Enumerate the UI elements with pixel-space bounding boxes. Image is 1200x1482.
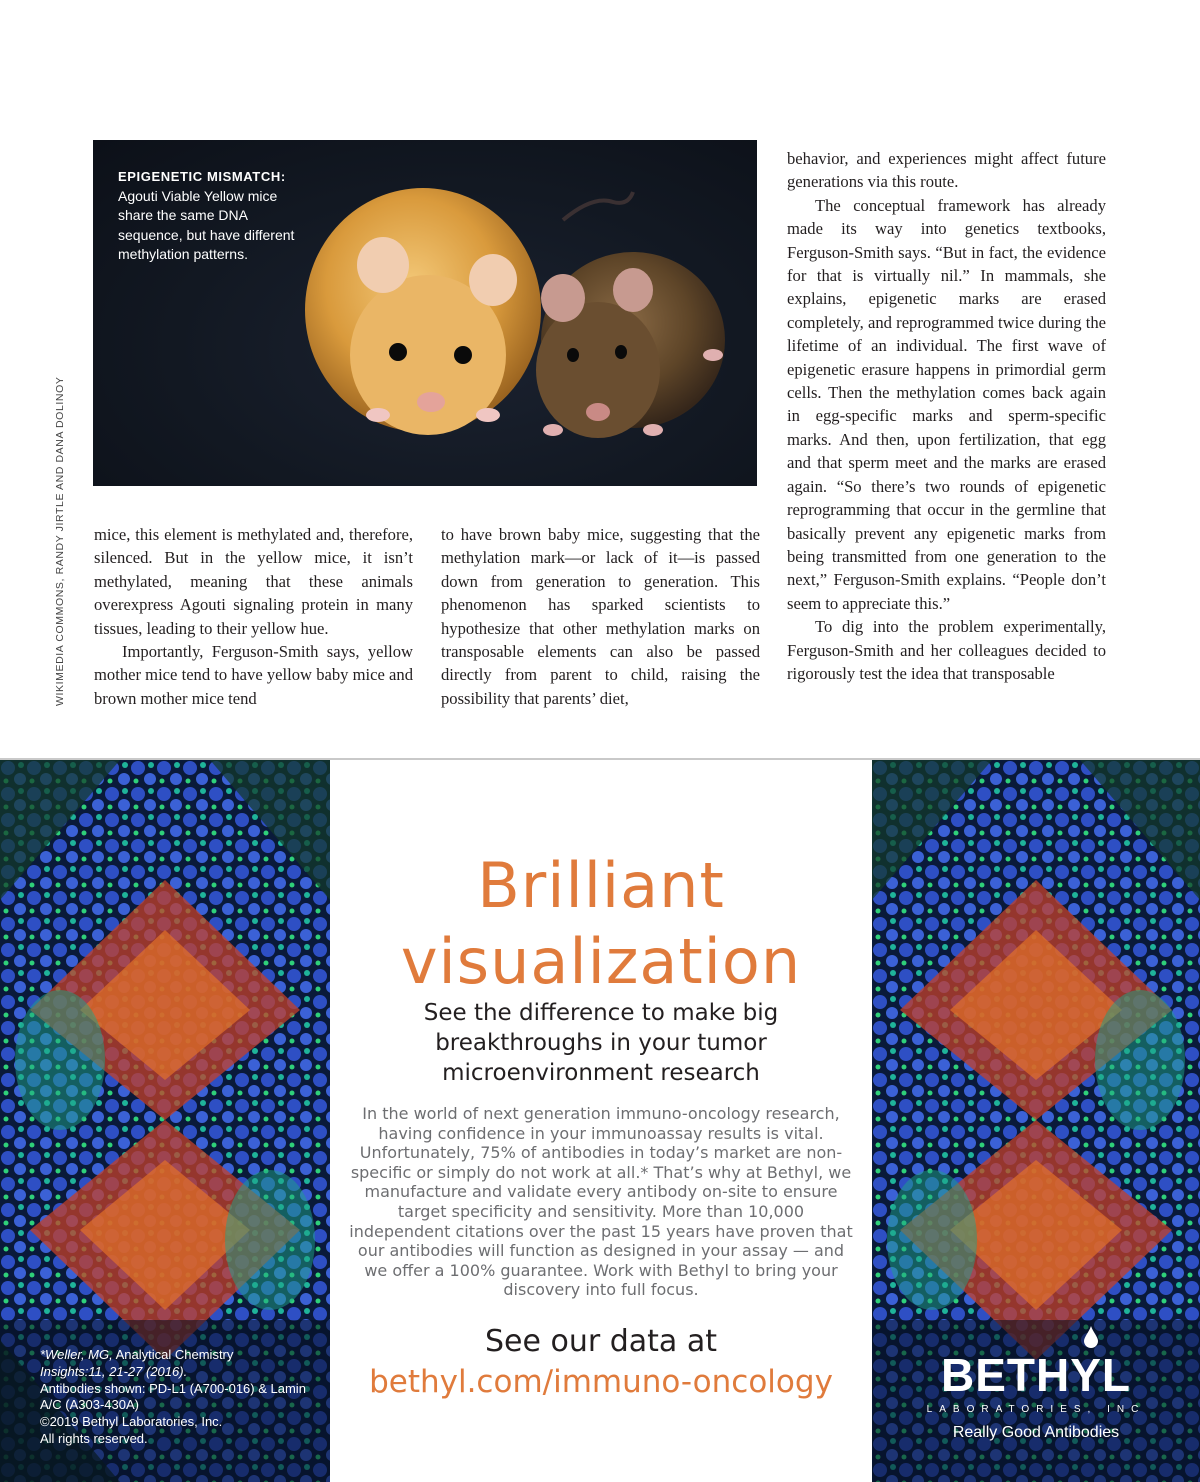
brand-tagline: Really Good Antibodies (952, 1424, 1120, 1441)
figure-caption (118, 167, 308, 265)
ad-cta: See our data at (485, 1324, 717, 1359)
ad-body-copy: In the world of next generation immuno-oncology research, having confidence in your immunoassay results is vital. Unfortunately, 75% of antibodies in today’s market are non-specific or simply do not work at all.* That’s why at Bethyl, we manufacture and validate every antibody on-site to ensure target specificity and sensitivity. More than 10,000 independent citations over the past 15 years have proven that our antibodies will function as designed in your assay — and we offer a 100% guarantee. Work with Bethyl to bring your discovery into full focus. (349, 1104, 853, 1300)
headline-line-1: Brilliant (477, 849, 725, 922)
paragraph: The conceptual framework has already made its way into genetics textbooks, Ferguson-Smith says. “But in fact, the evidence for that is virtually nil.” In mammals, she explains, epigenetic marks are erased completely, and reprogrammed twice during the lifetime of an individual. The first wave of epigenetic erasure happens in primordial germ cells. Then the methylation comes back again in egg-specific marks and sperm-specific marks. And then, upon fertilization, that egg and that sperm meet and the marks are erased again. “So there’s two rounds of epigenetic reprogramming that occur in the germline that basically prevent any epigenetic marks from being transmitted from one generation to the next,” Ferguson-Smith explains. “People don’t seem to appreciate this.” (787, 195, 1106, 613)
antibodies-shown: Antibodies shown: PD-L1 (A700-016) & Lamin A/C (A303-430A) (40, 1380, 306, 1413)
photo-credit: WIKIMEDIA COMMONS, RANDY JIRTLE AND DANA DOLINOY (54, 376, 66, 706)
ad-subhead: See the difference to make big breakthroughs in your tumor microenvironment research (423, 1000, 779, 1086)
paragraph: Importantly, Ferguson-Smith says, yellow mother mice tend to have yellow baby mice and brown mother mice tend (94, 642, 413, 708)
paragraph: mice, this element is methylated and, therefore, silenced. But in the yellow mice, it isn’t methylated, meaning that these animals overexpress Agouti signaling protein in many tissues, leading to their yellow hue. (94, 525, 413, 638)
ad-copy-panel (330, 760, 872, 1482)
bethyl-logo (872, 1318, 1200, 1478)
paragraph: To dig into the problem experimentally, Ferguson-Smith and her colleagues decided to rigorously test the idea that transposable (787, 617, 1106, 683)
citation-journal: Analytical Chemistry (115, 1347, 234, 1362)
ad-url-link[interactable]: bethyl.com/immuno-oncology (369, 1364, 833, 1400)
ad-headline (330, 848, 872, 1000)
article-column-1 (94, 523, 413, 710)
copyright: ©2019 Bethyl Laboratories, Inc. (40, 1414, 223, 1430)
caption-text: Agouti Viable Yellow mice share the same DNA sequence, but have different methylation patterns. (118, 187, 295, 262)
headline-line-2: visualization (400, 925, 802, 998)
caption-title: EPIGENETIC MISMATCH: (118, 169, 286, 184)
ad-footnote (40, 1347, 310, 1448)
article-column-2 (441, 523, 760, 710)
brand-subtitle: LABORATORIES, INC (926, 1404, 1146, 1415)
brand-name: BETHYL (941, 1349, 1131, 1401)
paragraph: behavior, and experiences might affect future generations via this route. (787, 149, 1106, 192)
citation-author: *Weller, MG, (40, 1347, 113, 1362)
footnote-citation (40, 1347, 310, 1364)
paragraph: to have brown baby mice, suggesting that the methylation mark—or lack of it—is passed down from generation to generation. This phenomenon has sparked scientists to hypothesize that other methylation marks on transposable elements can also be passed directly from parent to child, raising the possibility that parents’ diet, (441, 525, 760, 708)
article-column-3 (787, 147, 1106, 685)
advertisement (0, 758, 1200, 1482)
citation-details: Insights:11, 21-27 (2016). (40, 1363, 188, 1379)
rights-reserved: All rights reserved. (40, 1430, 148, 1446)
droplet-icon (1084, 1326, 1098, 1348)
